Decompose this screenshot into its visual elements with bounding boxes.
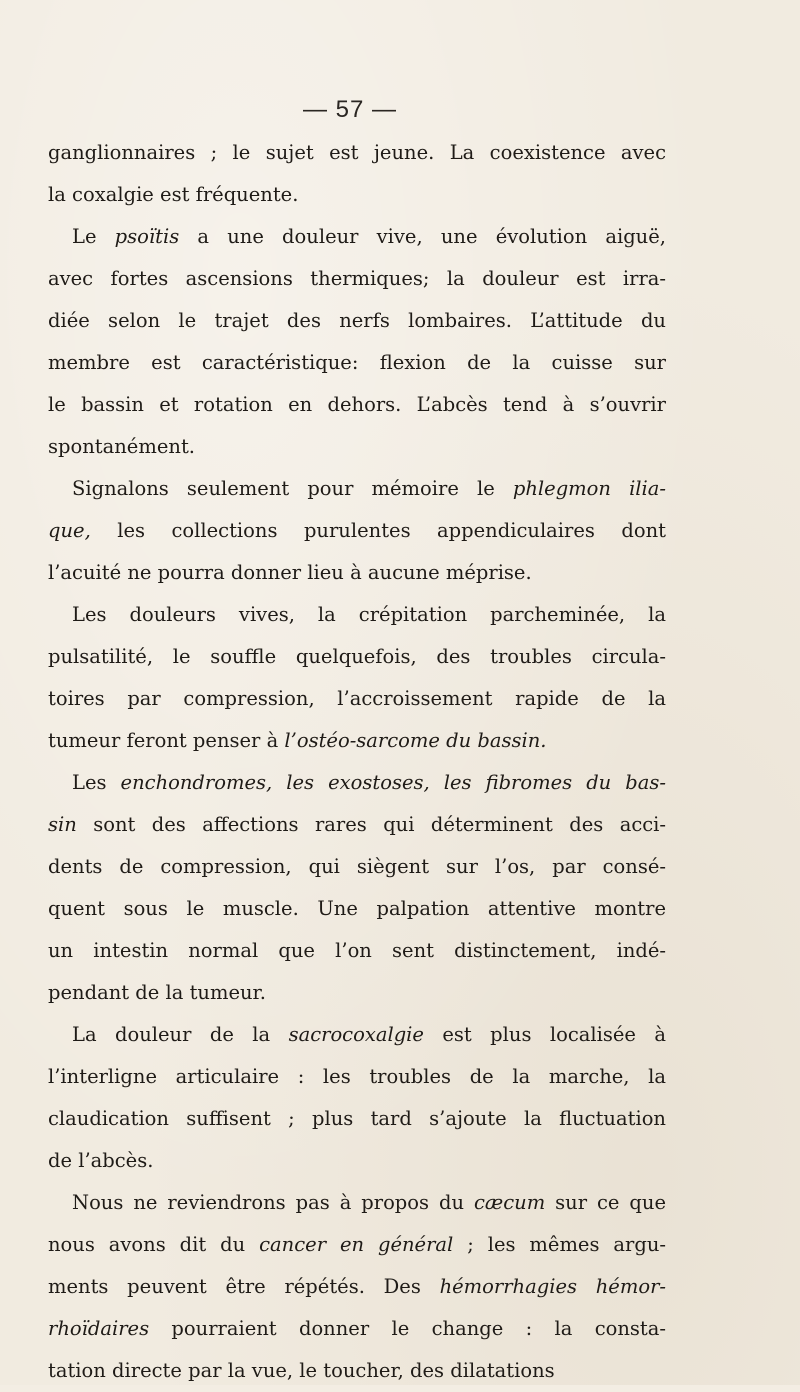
- text-line: [48, 930, 666, 972]
- text-line: [48, 1308, 666, 1350]
- text-span: La douleur de la: [72, 1023, 289, 1046]
- text-span: pulsatilité, le souffle quelquefois, des troubles circula-: [48, 645, 666, 668]
- text-span: quent sous le muscle. Une palpation attentive montre: [48, 897, 666, 920]
- text-span: toires par compression, l’accroissement rapide de la: [48, 687, 666, 710]
- text-span: dents de compression, qui siègent sur l’os, par consé-: [48, 855, 666, 878]
- body-text: [48, 132, 666, 1392]
- text-line: [48, 426, 666, 468]
- text-line: [48, 1098, 666, 1140]
- text-span: l’acuité ne pourra donner lieu à aucune méprise.: [48, 561, 532, 584]
- text-line: [48, 846, 666, 888]
- text-line: [48, 174, 666, 216]
- text-line: [48, 1224, 666, 1266]
- text-span: les collections purulentes appendiculaires dont: [90, 519, 666, 542]
- italic-term: sin: [48, 813, 77, 836]
- text-span: le bassin et rotation en dehors. L’abcès tend à s’ouvrir: [48, 393, 666, 416]
- text-line: [48, 594, 666, 636]
- text-span: sur ce que: [545, 1191, 666, 1214]
- text-line: [48, 258, 666, 300]
- text-span: ments peuvent être répétés. Des: [48, 1275, 440, 1298]
- italic-term: enchondromes, les exostoses, les fibromes du bas-: [120, 771, 666, 794]
- italic-term: cancer en général: [259, 1233, 454, 1256]
- text-line: [48, 1266, 666, 1308]
- italic-term: que,: [48, 519, 91, 542]
- text-line: [48, 1056, 666, 1098]
- text-span: Les: [72, 771, 121, 794]
- text-span: pourraient donner le change : la consta-: [149, 1317, 666, 1340]
- italic-term: rhoïdaires: [48, 1317, 150, 1340]
- text-span: est plus localisée à: [423, 1023, 666, 1046]
- text-line: [48, 342, 666, 384]
- text-span: Signalons seulement pour mémoire le: [72, 477, 513, 500]
- text-span: Nous ne reviendrons pas à propos du: [72, 1191, 474, 1214]
- text-span: spontanément.: [48, 435, 195, 458]
- text-line: [48, 720, 666, 762]
- italic-term: hémorrhagies hémor-: [439, 1275, 666, 1298]
- text-line: [48, 552, 666, 594]
- text-span: la coxalgie est fréquente.: [48, 183, 299, 206]
- text-line: [48, 1140, 666, 1182]
- text-span: tation directe par la vue, le toucher, des dilatations: [48, 1359, 555, 1382]
- text-line: [48, 300, 666, 342]
- text-line: [48, 888, 666, 930]
- text-span: nous avons dit du: [48, 1233, 260, 1256]
- text-span: a une douleur vive, une évolution aiguë,: [179, 225, 666, 248]
- italic-term: psoïtis: [114, 225, 180, 248]
- text-span: pendant de la tumeur.: [48, 981, 266, 1004]
- text-span: ganglionnaires ; le sujet est jeune. La coexistence avec: [48, 141, 666, 164]
- text-span: sont des affections rares qui déterminent des acci-: [76, 813, 666, 836]
- text-span: Le: [72, 225, 115, 248]
- text-line: [48, 510, 666, 552]
- text-span: l’interligne articulaire : les troubles de la marche, la: [48, 1065, 666, 1088]
- text-span: diée selon le trajet des nerfs lombaires. L’attitude du: [48, 309, 666, 332]
- text-span: claudication suffisent ; plus tard s’ajoute la fluctuation: [48, 1107, 666, 1130]
- text-line: [48, 1182, 666, 1224]
- text-line: [48, 762, 666, 804]
- italic-term: cæcum: [473, 1191, 546, 1214]
- text-line: [48, 468, 666, 510]
- text-span: de l’abcès.: [48, 1149, 154, 1172]
- text-span: avec fortes ascensions thermiques; la douleur est irra-: [48, 267, 666, 290]
- text-span: un intestin normal que l’on sent distinctement, indé-: [48, 939, 666, 962]
- italic-term: l’ostéo-sarcome du bassin.: [284, 729, 547, 752]
- text-line: [48, 972, 666, 1014]
- text-line: [48, 804, 666, 846]
- text-span: ; les mêmes argu-: [453, 1233, 666, 1256]
- text-span: tumeur feront penser à: [48, 729, 285, 752]
- text-span: membre est caractéristique: flexion de la cuisse sur: [48, 351, 666, 374]
- text-line: [48, 678, 666, 720]
- page-number: — 57 —: [302, 96, 398, 123]
- text-line: [48, 1014, 666, 1056]
- italic-term: sacrocoxalgie: [288, 1023, 424, 1046]
- text-line: [48, 384, 666, 426]
- text-line: [48, 216, 666, 258]
- text-line: [48, 1350, 666, 1392]
- text-line: [48, 132, 666, 174]
- text-line: [48, 636, 666, 678]
- italic-term: phlegmon ilia-: [512, 477, 666, 500]
- text-span: Les douleurs vives, la crépitation parcheminée, la: [72, 603, 666, 626]
